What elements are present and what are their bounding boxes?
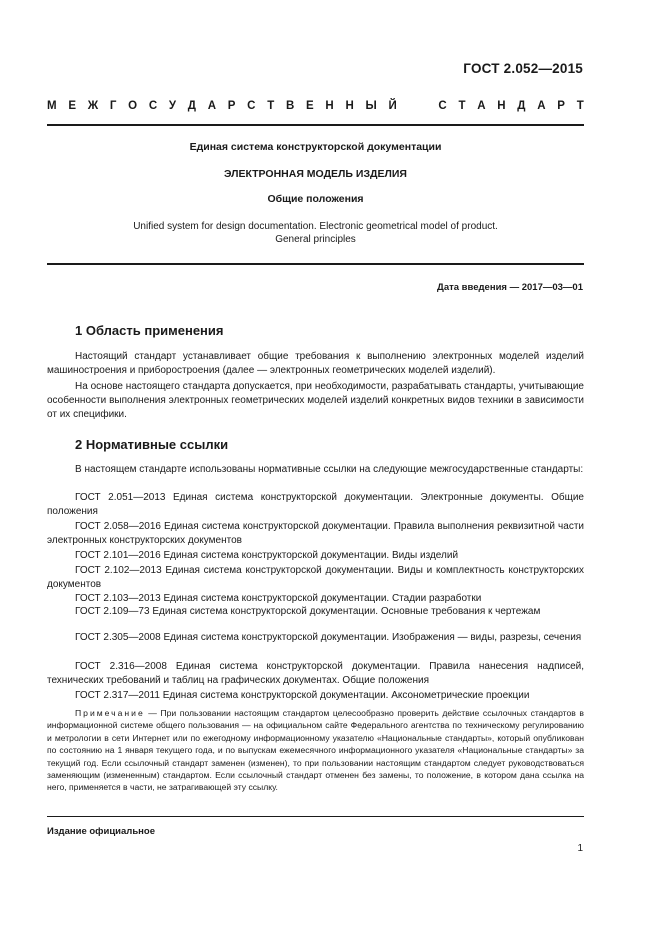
reference-item: ГОСТ 2.058—2016 Единая система конструкторской документации. Правила выполнения реквизитной части электронных конструкторских документов [47,521,584,546]
reference-item: ГОСТ 2.103—2013 Единая система конструкторской документации. Стадии разработки [75,593,482,604]
system-title: Единая система конструкторской документации [189,141,442,153]
reference-item: ГОСТ 2.101—2016 Единая система конструкторской документации. Виды изделий [75,550,459,561]
document-code: ГОСТ 2.052—2015 [463,61,583,76]
standard-subtitle: Общие положения [267,193,364,205]
section-1-heading: 1 Область применения [75,323,224,338]
standard-type-heading [47,100,584,112]
standard-type-letter: Т [576,100,584,112]
standard-type-letter: Ы [365,100,377,112]
english-title-line-2: General principles [275,234,356,245]
section-2-heading: 2 Нормативные ссылки [75,437,229,452]
standard-type-letter: О [128,100,138,112]
standard-type-letter: Н [325,100,334,112]
standard-type-letter: М [47,100,57,112]
standard-type-letter: В [285,100,295,112]
standard-type-letter: Д [517,100,526,112]
english-title [47,220,584,246]
standard-type-letter: А [207,100,217,112]
standard-type-letter: Е [306,100,314,112]
section-2-intro: В настоящем стандарте использованы нормативные ссылки на следующие межгосударственные стандарты: [75,464,584,475]
note-label: Примечание [75,708,145,718]
standard-type-letter: Ж [87,100,99,112]
standard-type-letter: Р [557,100,565,112]
standard-type-letter: Е [68,100,76,112]
standard-type-letter: Д [187,100,196,112]
standard-name: ЭЛЕКТРОННАЯ МОДЕЛЬ ИЗДЕЛИЯ [224,168,407,180]
standard-type-letter: Н [345,100,354,112]
standard-type-letter: С [148,100,158,112]
header-rule [47,124,584,126]
standard-type-letter: Й [388,100,397,112]
page-number: 1 [577,843,583,854]
standard-type-letter: С [247,100,256,112]
standard-type-letter: Г [109,100,117,112]
reference-item: ГОСТ 2.305—2008 Единая система конструкторской документации. Изображения — виды, разрезы, сечения [75,632,582,643]
reference-item: ГОСТ 2.316—2008 Единая система конструкторской документации. Правила нанесения надписей, технических требований и таблиц на графических документах. Общие положения [47,661,584,686]
section-1-paragraph-1: Настоящий стандарт устанавливает общие требования к выполнению электронных моделей изделий машиностроения и приборостроения (далее — электронных геометрических моделей изделий). [47,351,584,376]
standard-type-letter: А [537,100,546,112]
standard-type-letter: Р [227,100,236,112]
footer-rule [47,816,584,817]
reference-item: ГОСТ 2.102—2013 Единая система конструкторской документации. Виды и комплектность конструкторских документов [47,565,584,590]
official-edition-label: Издание официальное [47,826,155,837]
reference-item: ГОСТ 2.317—2011 Единая система конструкторской документации. Аксонометрические проекции [75,690,530,701]
standard-type-letter: Т [458,100,466,112]
note-text: — При пользовании настоящим стандартом целесообразно проверить действие ссылочных стандартов в информационной системе общего пользования — на официальном сайте Федерального агентства по техническому регулированию и метрологии в сети Интернет или по ежегодному информационному указателю «Национальные стандарты», который опубликован по состоянию на 1 января текущего года, и по выпускам ежемесячного информационного указателя «Национальные стандарты» за текущий год. Если ссылочный стандарт заменен (изменен), то при пользовании настоящим стандартом следует руководствоваться заменяющим (измененным) стандартом. Если ссылочный стандарт отменен без замены, то положение, в котором дана ссылка на него, применяется в части, не затрагивающей эту ссылку. [47,708,584,793]
standard-type-letter [423,100,426,112]
reference-item: ГОСТ 2.051—2013 Единая система конструкторской документации. Электронные документы. Общие положения [47,492,584,517]
standard-type-letter [409,100,412,112]
standard-type-letter: С [438,100,447,112]
introduction-date: Дата введения — 2017—03—01 [437,282,583,293]
reference-item: ГОСТ 2.109—73 Единая система конструкторской документации. Основные требования к чертежам [75,606,541,617]
standard-type-letter: Н [497,100,506,112]
title-rule [47,263,584,265]
standard-type-letter: Т [267,100,275,112]
english-title-line-1: Unified system for design documentation. Electronic geometrical model of product. [133,221,498,232]
note-paragraph [47,707,584,794]
section-1-paragraph-2: На основе настоящего стандарта допускается, при необходимости, разрабатывать стандарты, учитывающие особенности выполнения электронных геометрических моделей изделий конкретных видов техники в зависимости от их специфики. [47,381,584,420]
standard-type-letter: А [477,100,486,112]
standard-type-letter: У [168,100,177,112]
